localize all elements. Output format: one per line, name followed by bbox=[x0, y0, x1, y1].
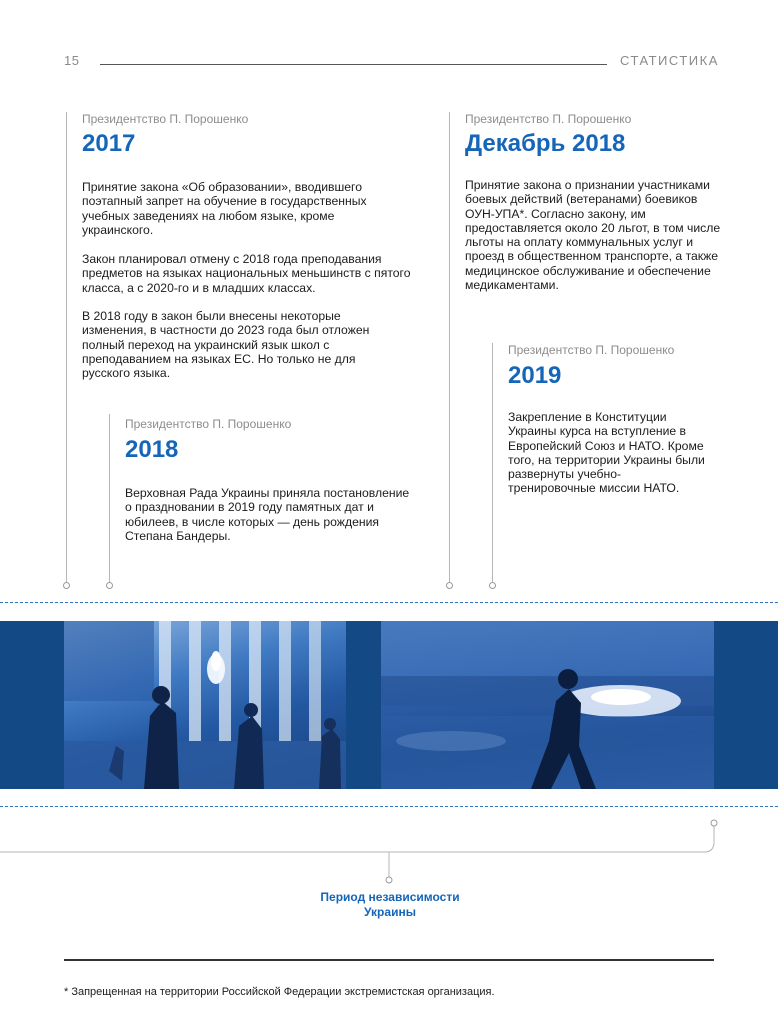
photo-riot-street bbox=[381, 621, 714, 789]
entry-era: Президентство П. Порошенко bbox=[125, 417, 292, 431]
timeline-connector bbox=[0, 815, 778, 895]
timeline-dot-dec-2018 bbox=[446, 582, 453, 589]
timeline-dot-2019 bbox=[489, 582, 496, 589]
period-label: Период независимости Украины bbox=[320, 890, 460, 919]
entry-year: Декабрь 2018 bbox=[465, 130, 626, 157]
timeline-dot-2017 bbox=[63, 582, 70, 589]
footnote: * Запрещенная на территории Российской Федерации экстремистская организация. bbox=[64, 986, 495, 998]
entry-paragraph: Принятие закона «Об образовании», вводившего поэтапный запрет на обучение в государственных учебных заведениях на любом языке, кроме украинского. bbox=[82, 180, 367, 237]
entry-paragraph: Закон планировал отмену с 2018 года преподавания предметов на языках национальных меньшинств с пятого класса, а с 2020-го и в младших классах. bbox=[82, 252, 411, 295]
entry-era: Президентство П. Порошенко bbox=[82, 112, 249, 126]
dashed-divider-bottom bbox=[0, 806, 778, 807]
timeline-line-dec-2018 bbox=[449, 112, 450, 582]
timeline-line-2018 bbox=[109, 414, 110, 582]
timeline-line-2017 bbox=[66, 112, 67, 582]
entry-era: Президентство П. Порошенко bbox=[508, 343, 675, 357]
section-title: СТАТИСТИКА bbox=[620, 53, 719, 68]
entry-year: 2019 bbox=[508, 362, 562, 389]
entry-paragraph: Принятие закона о признании участниками боевых действий (ветеранами) боевиков ОУН-УПА*. Согласно закону, им предоставляется около 20 льгот, в том числе льготы на оплату коммунальных услуг и проезд в общественном транспорте, а также медицинское обслуживание и обеспечение медикаментами. bbox=[465, 178, 721, 293]
entry-paragraph: Закрепление в Конституции Украины курса на вступление в Европейский Союз и НАТО. Кроме того, на территории Украины были развернуты учебно-тренировочные миссии НАТО. bbox=[508, 410, 705, 496]
entry-paragraph: В 2018 году в закон были внесены некоторые изменения, в частности до 2023 года был отложен полный переход на украинский язык школ с преподаванием на языках ЕС. Но только не для русского языка. bbox=[82, 309, 370, 381]
entry-year: 2018 bbox=[125, 436, 179, 463]
entry-paragraph: Верховная Рада Украины приняла постановление о праздновании в 2019 году памятных дат и юбилеев, в числе которых — день рождения Степана Бандеры. bbox=[125, 486, 410, 543]
entry-era: Президентство П. Порошенко bbox=[465, 112, 632, 126]
photo-odessa-fire bbox=[64, 621, 346, 789]
dashed-divider-top bbox=[0, 602, 778, 603]
timeline-dot-2018 bbox=[106, 582, 113, 589]
header-rule bbox=[100, 64, 607, 65]
page-number: 15 bbox=[64, 53, 80, 68]
entry-year: 2017 bbox=[82, 130, 136, 157]
timeline-line-2019 bbox=[492, 343, 493, 582]
footer-rule bbox=[64, 959, 714, 961]
